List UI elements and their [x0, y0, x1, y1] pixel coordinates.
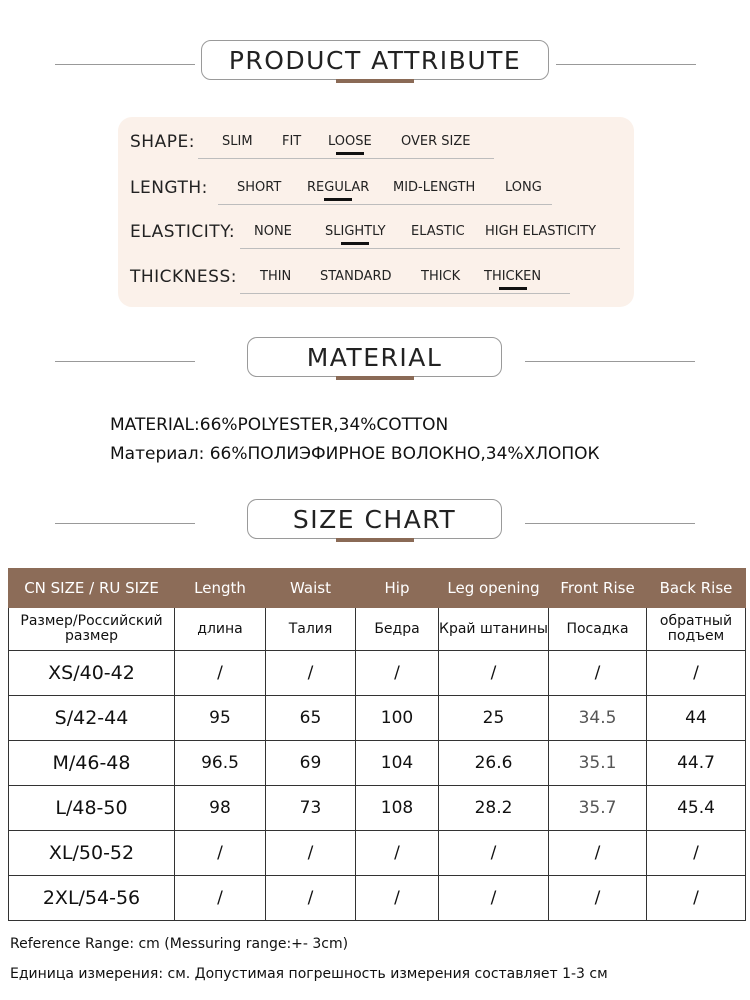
table-cell: / — [549, 876, 647, 921]
attribute-panel — [118, 117, 634, 307]
table-cell: / — [647, 876, 746, 921]
product-attribute-title: PRODUCT ATTRIBUTE — [201, 40, 549, 80]
attr-label-length: LENGTH: — [130, 178, 208, 198]
table-cell: / — [266, 651, 356, 696]
table-cell: 26.6 — [439, 741, 549, 786]
table-cell: / — [647, 831, 746, 876]
table-cell: 45.4 — [647, 786, 746, 831]
attr-option: NONE — [254, 224, 292, 239]
attr-option-selected: REGULAR — [307, 180, 370, 195]
table-cell: 100 — [356, 696, 439, 741]
table-cell: 69 — [266, 741, 356, 786]
table-cell: / — [175, 876, 266, 921]
table-cell: 98 — [175, 786, 266, 831]
col-header: Waist — [266, 569, 356, 608]
size-cell: S/42-44 — [9, 696, 175, 741]
material-ru: Материал: 66%ПОЛИЭФИРНОЕ ВОЛОКНО,34%ХЛОПОК — [110, 444, 600, 464]
attr-option: THIN — [260, 269, 292, 284]
size-chart-title: SIZE CHART — [247, 499, 502, 539]
attr-row-length — [118, 178, 634, 208]
table-cell: 35.1 — [549, 741, 647, 786]
attr-option: OVER SIZE — [401, 134, 471, 149]
table-cell: 104 — [356, 741, 439, 786]
col-header: Length — [175, 569, 266, 608]
table-row — [9, 876, 746, 921]
size-chart-header — [0, 499, 750, 549]
col-header: Front Rise — [549, 569, 647, 608]
attr-label-shape: SHAPE: — [130, 132, 195, 152]
attr-option: SHORT — [237, 180, 282, 195]
table-cell: / — [175, 831, 266, 876]
material-title: MATERIAL — [247, 337, 502, 377]
table-row — [9, 786, 746, 831]
table-row — [9, 741, 746, 786]
table-header-row — [9, 569, 746, 608]
col-header: Leg opening — [439, 569, 549, 608]
attr-option: THICK — [421, 269, 461, 284]
size-table — [8, 568, 746, 921]
material-en: MATERIAL:66%POLYESTER,34%COTTON — [110, 415, 449, 435]
size-cell: M/46-48 — [9, 741, 175, 786]
table-cell: 28.2 — [439, 786, 549, 831]
attr-option: MID-LENGTH — [393, 180, 476, 195]
table-cell: 44 — [647, 696, 746, 741]
table-cell: / — [175, 651, 266, 696]
table-cell: 44.7 — [647, 741, 746, 786]
table-cell: 25 — [439, 696, 549, 741]
table-cell: 65 — [266, 696, 356, 741]
attr-row-shape — [118, 132, 634, 162]
table-cell: / — [356, 831, 439, 876]
size-cell: 2XL/54-56 — [9, 876, 175, 921]
attr-option: SLIM — [222, 134, 253, 149]
table-cell: / — [647, 651, 746, 696]
table-cell: 73 — [266, 786, 356, 831]
col-header-ru: обратный подъем — [647, 608, 746, 651]
attr-row-elasticity — [118, 222, 634, 252]
table-cell: / — [266, 876, 356, 921]
col-header-ru: Посадка — [549, 608, 647, 651]
reference-note-ru: Единица измерения: см. Допустимая погрешность измерения составляет 1-3 см — [10, 966, 608, 982]
table-cell: / — [439, 651, 549, 696]
material-header — [0, 337, 750, 387]
table-row — [9, 831, 746, 876]
reference-note-en: Reference Range: cm (Messuring range:+- 3cm) — [10, 936, 349, 952]
table-row — [9, 696, 746, 741]
table-cell: / — [356, 876, 439, 921]
attr-option-selected: SLIGHTLY — [325, 224, 386, 239]
table-cell: 35.7 — [549, 786, 647, 831]
col-header-ru: длина — [175, 608, 266, 651]
attr-option: LONG — [505, 180, 542, 195]
table-cell: 95 — [175, 696, 266, 741]
attr-option: ELASTIC — [411, 224, 465, 239]
attr-label-thickness: THICKNESS: — [130, 267, 237, 287]
attr-row-thickness — [118, 267, 634, 297]
col-header-ru: Бедра — [356, 608, 439, 651]
table-cell: 96.5 — [175, 741, 266, 786]
table-cell: 108 — [356, 786, 439, 831]
attr-option: STANDARD — [320, 269, 392, 284]
col-header: CN SIZE / RU SIZE — [9, 569, 175, 608]
table-cell: / — [549, 651, 647, 696]
table-header-ru-row — [9, 608, 746, 651]
attr-option: HIGH ELASTICITY — [485, 224, 597, 239]
table-cell: / — [439, 831, 549, 876]
attr-option: FIT — [282, 134, 302, 149]
attr-option-selected: THICKEN — [484, 269, 542, 284]
size-cell: XL/50-52 — [9, 831, 175, 876]
col-header-ru: Талия — [266, 608, 356, 651]
col-header: Back Rise — [647, 569, 746, 608]
table-cell: / — [549, 831, 647, 876]
size-cell: XS/40-42 — [9, 651, 175, 696]
table-cell: 34.5 — [549, 696, 647, 741]
table-cell: / — [356, 651, 439, 696]
attr-option-selected: LOOSE — [328, 134, 372, 149]
table-cell: / — [439, 876, 549, 921]
size-cell: L/48-50 — [9, 786, 175, 831]
attr-label-elasticity: ELASTICITY: — [130, 222, 236, 242]
col-header-ru: Размер/Российский размер — [9, 608, 175, 651]
table-cell: / — [266, 831, 356, 876]
col-header: Hip — [356, 569, 439, 608]
table-row — [9, 651, 746, 696]
col-header-ru: Край штанины — [439, 608, 549, 651]
product-attribute-header — [0, 40, 750, 90]
